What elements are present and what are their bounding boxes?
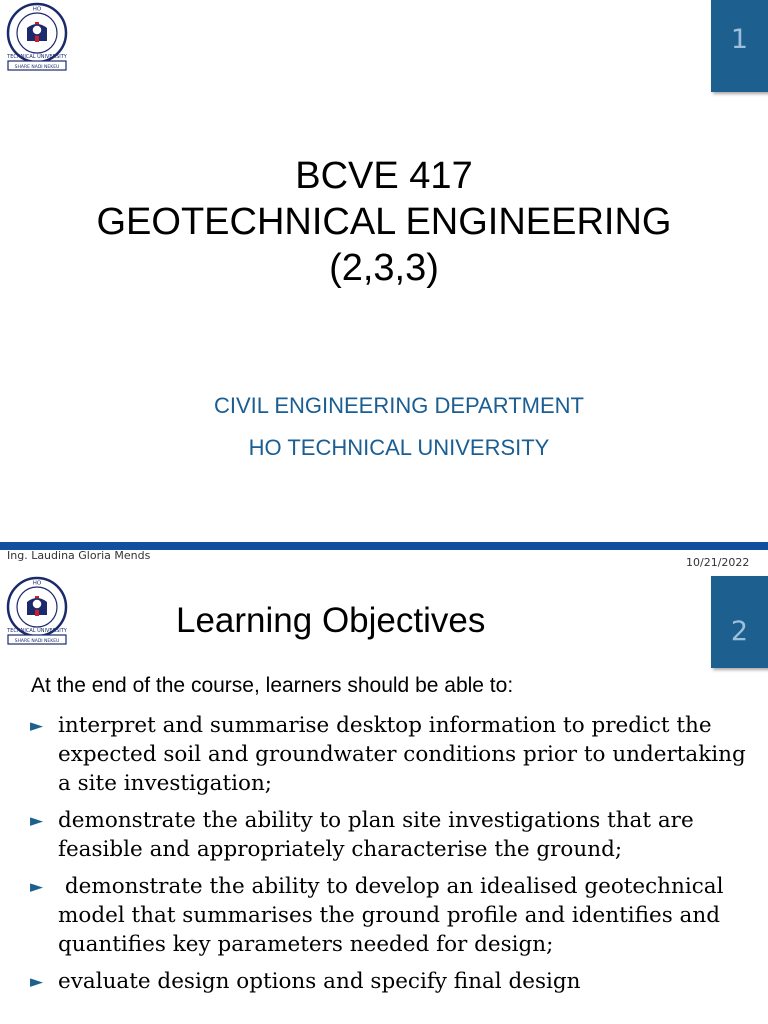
objective-item xyxy=(30,967,760,996)
arrow-right-icon: ► xyxy=(30,877,44,897)
svg-text:SHARE NADI NEKEU: SHARE NADI NEKEU xyxy=(14,65,60,70)
objective-text: demonstrate the ability to plan site investigations that are feasible and appropriately characterise the ground; xyxy=(58,808,694,862)
footer-date: 10/21/2022 xyxy=(686,556,750,569)
university-crest-icon xyxy=(2,574,72,648)
objective-text: interpret and summarise desktop information to predict the expected soil and groundwater conditions prior to undertaking a site investigation; xyxy=(58,713,746,796)
title-line: (2,3,3) xyxy=(329,247,439,289)
slide-2 xyxy=(0,551,768,1024)
title-line: BCVE 417 xyxy=(295,155,473,197)
objective-text: evaluate design options and specify final design xyxy=(58,969,581,994)
arrow-right-icon: ► xyxy=(30,716,44,736)
slide-title: Learning Objectives xyxy=(176,601,486,640)
svg-text:SHARE NADI NEKEU: SHARE NADI NEKEU xyxy=(14,639,60,644)
svg-text:HO: HO xyxy=(32,6,42,13)
university-logo xyxy=(2,0,72,74)
intro-text: At the end of the course, learners should be able to: xyxy=(31,674,514,697)
title-line: GEOTECHNICAL ENGINEERING xyxy=(96,201,672,243)
slide-number-badge: 2 xyxy=(711,576,768,668)
university-logo xyxy=(2,574,72,648)
objective-item xyxy=(30,711,760,798)
svg-text:TECHNICAL UNIVERSITY: TECHNICAL UNIVERSITY xyxy=(7,628,67,634)
subtitle-line: CIVIL ENGINEERING DEPARTMENT xyxy=(214,393,584,418)
university-crest-icon xyxy=(2,0,72,74)
subtitle-line: HO TECHNICAL UNIVERSITY xyxy=(248,435,550,460)
svg-text:HO: HO xyxy=(32,580,42,587)
objective-item xyxy=(30,872,760,959)
objectives-list xyxy=(30,711,760,1004)
footer-author: Ing. Laudina Gloria Mends xyxy=(7,549,151,562)
slide-subtitle xyxy=(30,385,768,469)
slide-title xyxy=(0,153,768,291)
svg-text:TECHNICAL UNIVERSITY: TECHNICAL UNIVERSITY xyxy=(7,54,67,60)
slide-number-badge: 1 xyxy=(711,0,768,92)
objective-item xyxy=(30,806,760,864)
arrow-right-icon: ► xyxy=(30,811,44,831)
objective-text: demonstrate the ability to develop an idealised geotechnical model that summarises the ground profile and identifies and quantifies key parameters needed for design; xyxy=(58,874,731,957)
arrow-right-icon: ► xyxy=(30,972,44,992)
